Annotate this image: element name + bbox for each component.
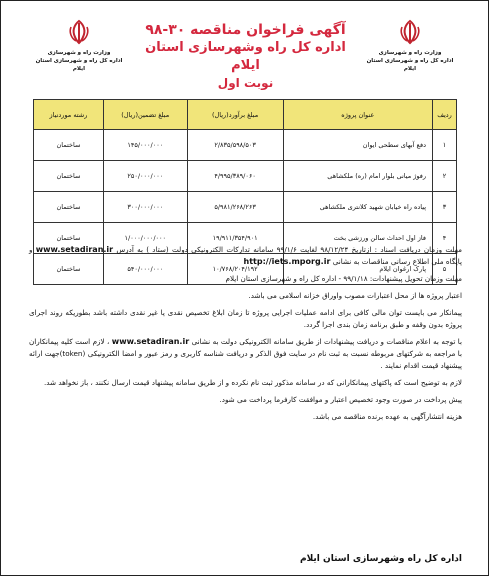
- registration-text-2: ، لازم است کلیه پیمانکاران با مراجعه به شرکتهای مربوطه نسبت به ثبت نام در سایت فوق الذکر و دریافت شناسه کاربری و رمز عبور و امضا الکترونیکی (token)جهت ارائه پیشنهاد قیمت اقدام نمایند .: [29, 337, 462, 370]
- cell-estimate: ۵/۹۸۱/۲۶۸/۲۶۳: [187, 192, 283, 223]
- doc-dates-text-2: و پایگاه ملی اطلاع رسانی مناقصات به نشانی: [29, 245, 462, 266]
- cell-guarantee: ۳۰۰/۰۰۰/۰۰۰: [103, 192, 187, 223]
- cell-index: ۳: [433, 192, 457, 223]
- submission-paragraph: مهلت وزمان تحویل پیشنهادات: ۹۹/۱/۱۸ - اداره کل راه و شهرسازی استان ایلام: [225, 274, 462, 283]
- contractor-paragraph: پیمانکار می بایست توان مالی کافی برای ادامه عملیات اجرایی پروژه تا زمان ابلاغ تخصیص نقدی یا غیر نقدی داشته باشد بطوریکه روند اجرای پروژه بدون وقفه و طبق برنامه زمان بندی اجرا گردد.: [29, 308, 462, 329]
- cell-guarantee: ۲۵۰/۰۰۰/۰۰۰: [103, 161, 187, 192]
- logo-caption: وزارت راه و شهرسازی: [47, 50, 111, 56]
- cell-field: ساختمان: [34, 161, 104, 192]
- cell-index: ۲: [433, 161, 457, 192]
- cell-project: دفع آبهای سطحی ایوان: [283, 130, 433, 161]
- col-header-guarantee: مبلغ تضمین(ریال): [103, 100, 187, 130]
- doc-dates-paragraph: [29, 244, 462, 268]
- cell-project: فاز اول احداث سالن ورزشی بخت: [283, 223, 433, 254]
- cell-index: ۴: [433, 223, 457, 254]
- registration-text: با توجه به اعلام مناقصات و دریافت پیشنهادات از طریق سامانه الکترونیکی دولت به نشانی: [191, 337, 462, 346]
- cell-index: ۵: [433, 254, 457, 285]
- cell-guarantee: ۱/۰۰۰/۰۰۰/۰۰۰: [103, 223, 187, 254]
- cell-project: پیاده راه خیابان شهید کلانتری ملکشاهی: [283, 192, 433, 223]
- logo-caption: وزارت راه و شهرسازی: [378, 50, 442, 56]
- cell-project: رفوژ میانی بلوار امام (ره) ملکشاهی: [283, 161, 433, 192]
- cell-index: ۱: [433, 130, 457, 161]
- notice-subtitle: اداره کل راه وشهرسازی استان ایلام: [145, 40, 346, 73]
- cell-guarantee: ۱۴۵/۰۰۰/۰۰۰: [103, 130, 187, 161]
- col-header-index: ردیف: [433, 100, 457, 130]
- cell-field: ساختمان: [34, 192, 104, 223]
- notice-title-block: [131, 21, 360, 91]
- notice-round: نوبت اول: [217, 76, 274, 90]
- iets-link[interactable]: http://iets.mporg.ir: [243, 257, 331, 266]
- credit-paragraph: اعتبار پروژه ها از محل اعتبارات مصوب واوراق خزانه اسلامی می باشد.: [248, 291, 462, 300]
- prepayment-paragraph: پیش پرداخت در صورت وجود تخصیص اعتبار و موافقت کارفرما پرداخت می شود.: [219, 395, 462, 404]
- cell-field: ساختمان: [34, 130, 104, 161]
- publication-cost-paragraph: هزینه انتشارآگهی به عهده برنده مناقصه می باشد.: [312, 412, 462, 421]
- registration-paragraph: [29, 336, 462, 372]
- cell-guarantee: ۵۴۰/۰۰۰/۰۰۰: [103, 254, 187, 285]
- cell-estimate: ۱۹/۹۱۱/۳۵۴/۹۰۱: [187, 223, 283, 254]
- notice-body: [29, 244, 462, 428]
- logo-right: [364, 19, 456, 83]
- emblem-icon: [399, 19, 421, 45]
- setad-link[interactable]: www.setadiran.ir: [35, 245, 114, 254]
- emblem-icon: [68, 19, 90, 45]
- col-header-estimate: مبلغ برآورد(ریال): [187, 100, 283, 130]
- logo-left: [33, 19, 125, 83]
- cell-estimate: ۲/۸۳۵/۵۹۸/۵۰۳: [187, 130, 283, 161]
- envelope-paragraph: لازم به توضیح است که پاکتهای پیمانکارانی که در سامانه مذکور ثبت نام نکرده و از طریق سامانه پیشنهاد قیمت ارسال نکنند ، باز نخواهد شد.: [43, 378, 462, 387]
- logo-subcaption: اداره کل راه و شهرسازی استان ایلام: [366, 58, 454, 72]
- cell-field: ساختمان: [34, 254, 104, 285]
- logo-subcaption: اداره کل راه و شهرسازی استان ایلام: [35, 58, 123, 72]
- footer-signature: اداره کل راه وشهرسازی استان ایلام: [299, 554, 462, 564]
- cell-estimate: ۱۰/۷۶۸/۲۰۴/۱۹۲: [187, 254, 283, 285]
- notice-title: آگهی فراخوان مناقصه ۳۰-۹۸: [145, 22, 346, 38]
- table-header-row: [34, 100, 457, 130]
- doc-dates-text: مهلت وزمان دریافت اسناد : ازتاریخ ۹۸/۱۲/۲۴ لغایت ۹۹/۱/۶ سامانه تدارکات الکترونیکی دولت (ستاد ) به آدرس: [116, 245, 462, 254]
- setad-link-2[interactable]: www.setadiran.ir: [111, 337, 190, 346]
- col-header-field: رشته موردنیاز: [34, 100, 104, 130]
- cell-field: ساختمان: [34, 223, 104, 254]
- cell-estimate: ۴/۹۹۵/۳۸۹/۰۶۰: [187, 161, 283, 192]
- cell-project: پارک ارغوان ایلام: [283, 254, 433, 285]
- table-row: [34, 192, 457, 223]
- table-row: [34, 130, 457, 161]
- col-header-project: عنوان پروژه: [283, 100, 433, 130]
- table-row: [34, 161, 457, 192]
